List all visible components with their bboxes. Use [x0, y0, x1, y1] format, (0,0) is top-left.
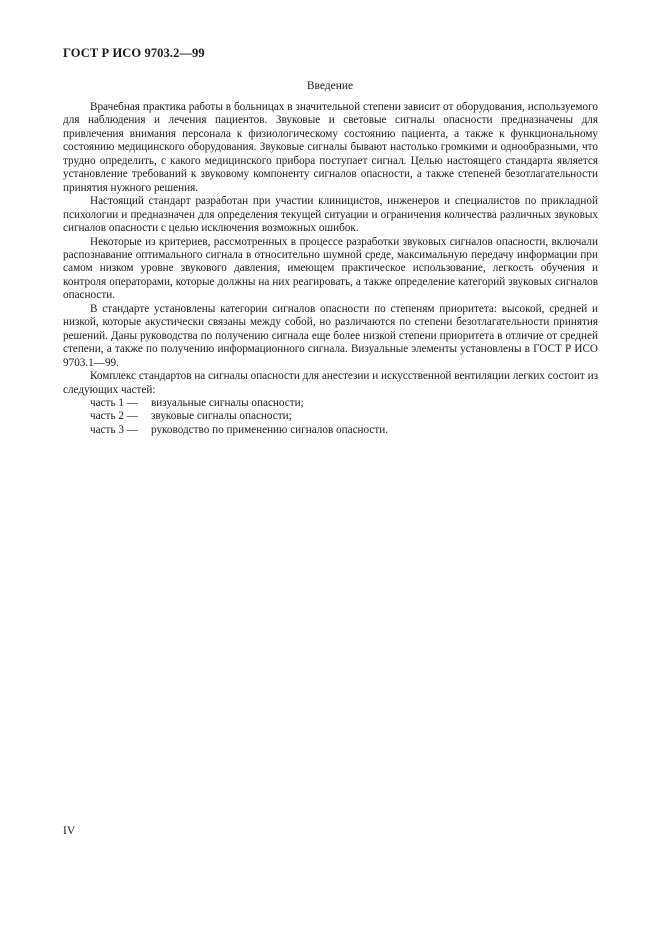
- list-item: [63, 424, 598, 437]
- part-text: звуковые сигналы опасности;: [151, 410, 292, 423]
- paragraph: Некоторые из критериев, рассмотренных в процессе разработки звуковых сигналов опасности, включали распознавание оптимального сигнала в относительно шумной среде, максимальную передачу информации при самом низком уровне звукового давления, имеющем практическое использование, легкость обучения и контроля операторами, которые должны на них реагировать, а также определение категорий звуковых сигналов опасности.: [63, 235, 598, 302]
- page-number: IV: [63, 825, 76, 837]
- part-text: визуальные сигналы опасности;: [151, 396, 304, 409]
- list-item: [63, 397, 598, 410]
- part-label: часть 2 —: [90, 410, 138, 423]
- paragraph: В стандарте установлены категории сигналов опасности по степеням приоритета: высокой, средней и низкой, которые акустически связаны между собой, но различаются по степени безотлагательности принятия решений. Даны руководства по получению сигнала еще более низкой степени приоритета в отличие от средней степени, а также по получению информационного сигнала. Визуальные элементы установлены в ГОСТ Р ИСО 9703.1—99.: [63, 302, 598, 369]
- document-body: [63, 101, 598, 437]
- document-header: ГОСТ Р ИСО 9703.2—99: [63, 46, 205, 60]
- parts-list: [63, 397, 598, 437]
- paragraph: Врачебная практика работы в больницах в значительной степени зависит от оборудования, используемого для наблюдения и лечения пациентов. Звуковые и световые сигналы опасности предназначены для привлечения внимания персонала к физиологическому состоянию пациента, а также к функциональному состоянию медицинского оборудования. Звуковые сигналы бывают настолько громкими и однообразными, что трудно определить, с какого медицинского прибора поступает сигнал. Целью настоящего стандарта является установление требований к звуковому компоненту сигналов опасности, а также степеней безотлагательности принятия нужного решения.: [63, 101, 598, 194]
- section-title: Введение: [306, 80, 354, 92]
- list-item: [63, 410, 598, 423]
- part-text: руководство по применению сигналов опасности.: [151, 423, 389, 436]
- part-label: часть 1 —: [90, 396, 138, 409]
- paragraph: Настоящий стандарт разработан при участии клиницистов, инженеров и специалистов по прикладной психологии и предназначен для определения текущей ситуации и ограничения количества различных звуковых сигналов опасности с целью исключения возможных ошибок.: [63, 195, 598, 235]
- paragraph: Комплекс стандартов на сигналы опасности для анестезии и искусственной вентиляции легких состоит из следующих частей:: [63, 370, 598, 396]
- part-label: часть 3 —: [90, 423, 138, 436]
